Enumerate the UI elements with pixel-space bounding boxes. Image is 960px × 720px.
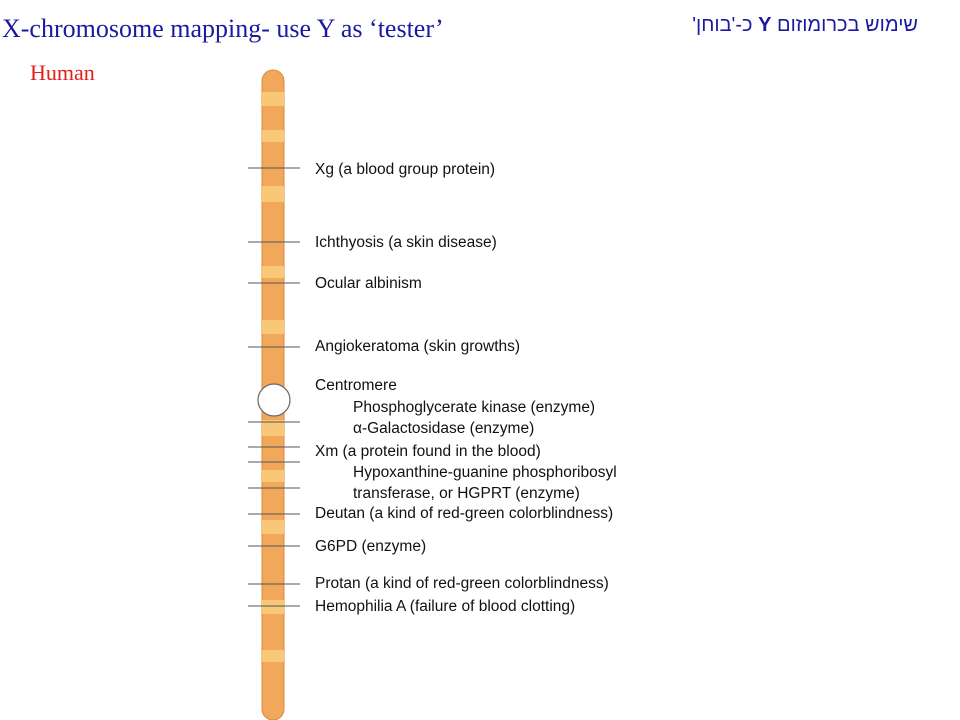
label-pgk: Phosphoglycerate kinase (enzyme) (353, 399, 596, 416)
label-xm: Xm (a protein found in the blood) (315, 443, 541, 460)
chromosome-band (262, 470, 284, 482)
hebrew-note-post: כ-'בוחן' (692, 14, 753, 36)
label-g6pd: G6PD (enzyme) (315, 538, 427, 555)
label-galactosidase: α-Galactosidase (enzyme) (353, 420, 535, 437)
label-hgprt-1: Hypoxanthine-guanine phosphoribosyl (353, 464, 617, 481)
chromosome-band (262, 600, 284, 614)
chromosome-band (262, 650, 284, 662)
chromosome-band (262, 130, 284, 142)
label-angiokeratoma: Angiokeratoma (skin growths) (315, 338, 521, 355)
chromosome-band (262, 92, 284, 106)
centromere-circle (258, 384, 290, 416)
label-ocular-albinism: Ocular albinism (315, 275, 422, 292)
label-deutan: Deutan (a kind of red-green colorblindness) (315, 505, 614, 522)
hebrew-note-pre: שימוש בכרומוזום (777, 14, 918, 36)
label-xg: Xg (a blood group protein) (315, 161, 496, 178)
slide-title: X-chromosome mapping- use Y as ‘tester’ (2, 14, 444, 43)
slide-subtitle: Human (30, 60, 95, 85)
chromosome-band (262, 186, 284, 202)
chromosome-band (262, 520, 284, 534)
label-ichthyosis: Ichthyosis (a skin disease) (315, 234, 497, 251)
label-protan: Protan (a kind of red-green colorblindness) (315, 575, 609, 592)
chromosome-band (262, 266, 284, 278)
label-hemophilia: Hemophilia A (failure of blood clotting) (315, 598, 576, 615)
chromosome-band (262, 320, 284, 334)
label-hgprt-2: transferase, or HGPRT (enzyme) (353, 485, 580, 502)
label-centromere: Centromere (315, 377, 397, 394)
hebrew-note-y: Y (758, 14, 772, 36)
